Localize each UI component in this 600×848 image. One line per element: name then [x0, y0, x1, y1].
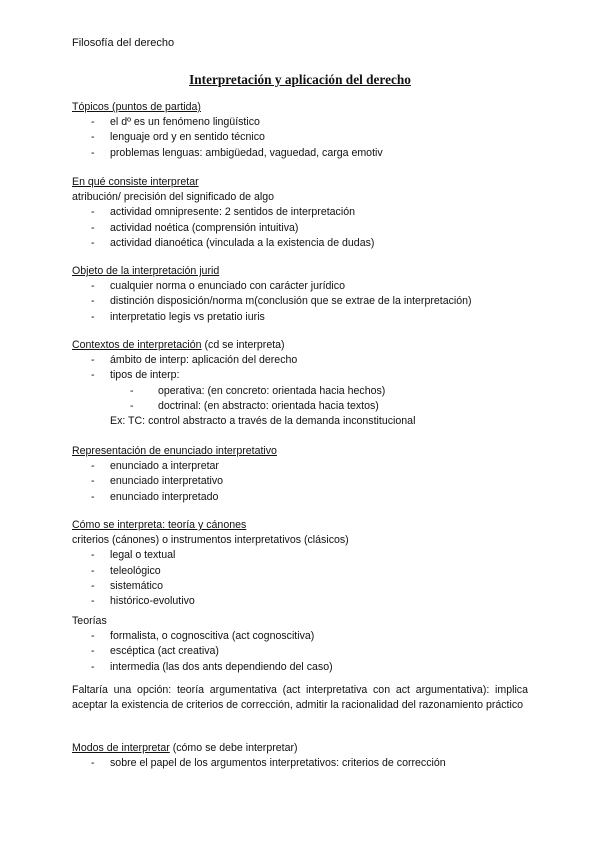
sub-list-item: - doctrinal: (en abstracto: orientada hacia textos): [72, 399, 532, 414]
list-item: - distinción disposición/norma m(conclusión que se extrae de la interpretación): [72, 294, 532, 309]
section-heading: Teorías: [72, 615, 107, 627]
section-heading: Representación de enunciado interpretativo: [72, 445, 277, 457]
list-item: - problemas lenguas: ambigüedad, vaguedad, carga emotiv: [72, 146, 532, 161]
section-intro: criterios (cánones) o instrumentos interpretativos (clásicos): [72, 534, 349, 547]
paragraph-faltaria: Faltaría una opción: teoría argumentativa (act interpretativa con act argumentativa): implica aceptar la existencia de criterios de corrección, admitir la racionalidad del razonamiento práctico: [72, 684, 528, 712]
list-item: - escéptica (act creativa): [72, 644, 532, 659]
list-item: - tipos de interp:: [72, 368, 532, 383]
list-item: - enunciado interpretativo: [72, 474, 532, 489]
list-item: - el dº es un fenómeno lingüístico: [72, 115, 532, 130]
section-consiste: [72, 175, 532, 251]
section-heading: Cómo se interpreta: teoría y cánones: [72, 519, 247, 531]
list-item: - intermedia (las dos ants dependiendo del caso): [72, 660, 532, 675]
section-heading: Contextos de interpretación: [72, 339, 202, 351]
list-item: - lenguaje ord y en sentido técnico: [72, 130, 532, 145]
section-modos: [72, 741, 532, 771]
list-item: - formalista, o cognoscitiva (act cognoscitiva): [72, 629, 532, 644]
section-como: [72, 518, 532, 609]
section-heading: En qué consiste interpretar: [72, 176, 199, 188]
list-item: - actividad noética (comprensión intuitiva): [72, 221, 532, 236]
list-item: - enunciado a interpretar: [72, 459, 532, 474]
section-heading: Objeto de la interpretación jurid: [72, 265, 220, 277]
list-item: - actividad dianoética (vinculada a la existencia de dudas): [72, 236, 532, 251]
section-representacion: [72, 444, 532, 505]
section-objeto: [72, 264, 532, 325]
section-contextos: [72, 338, 532, 429]
list-item: - sobre el papel de los argumentos interpretativos: criterios de corrección: [72, 756, 532, 771]
list-item: - cualquier norma o enunciado con carácter jurídico: [72, 279, 532, 294]
section-heading-line: [72, 741, 532, 756]
section-heading: Tópicos (puntos de partida): [72, 101, 201, 113]
list-item: - legal o textual: [72, 548, 532, 563]
section-heading-note: (cd se interpreta): [201, 339, 285, 351]
document-title: Interpretación y aplicación del derecho: [189, 72, 411, 87]
section-teorias: [72, 614, 532, 675]
list-item: - teleológico: [72, 564, 532, 579]
list-item: - actividad omnipresente: 2 sentidos de interpretación: [72, 205, 532, 220]
example-line: Ex: TC: control abstracto a través de la demanda inconstitucional: [110, 414, 416, 427]
sub-list-item: - operativa: (en concreto: orientada hacia hechos): [72, 384, 532, 399]
section-heading-note: (cómo se debe interpretar): [169, 742, 298, 754]
section-heading-line: [72, 338, 532, 353]
section-topicos: [72, 100, 532, 161]
list-item: - sistemático: [72, 579, 532, 594]
list-item: - interpretatio legis vs pretatio iuris: [72, 310, 532, 325]
page-header: Filosofía del derecho: [72, 37, 175, 49]
section-intro: atribución/ precisión del significado de algo: [72, 191, 274, 204]
list-item: - ámbito de interp: aplicación del derecho: [72, 353, 532, 368]
list-item: - histórico-evolutivo: [72, 594, 532, 609]
list-item: - enunciado interpretado: [72, 490, 532, 505]
section-heading: Modos de interpretar: [72, 742, 170, 754]
